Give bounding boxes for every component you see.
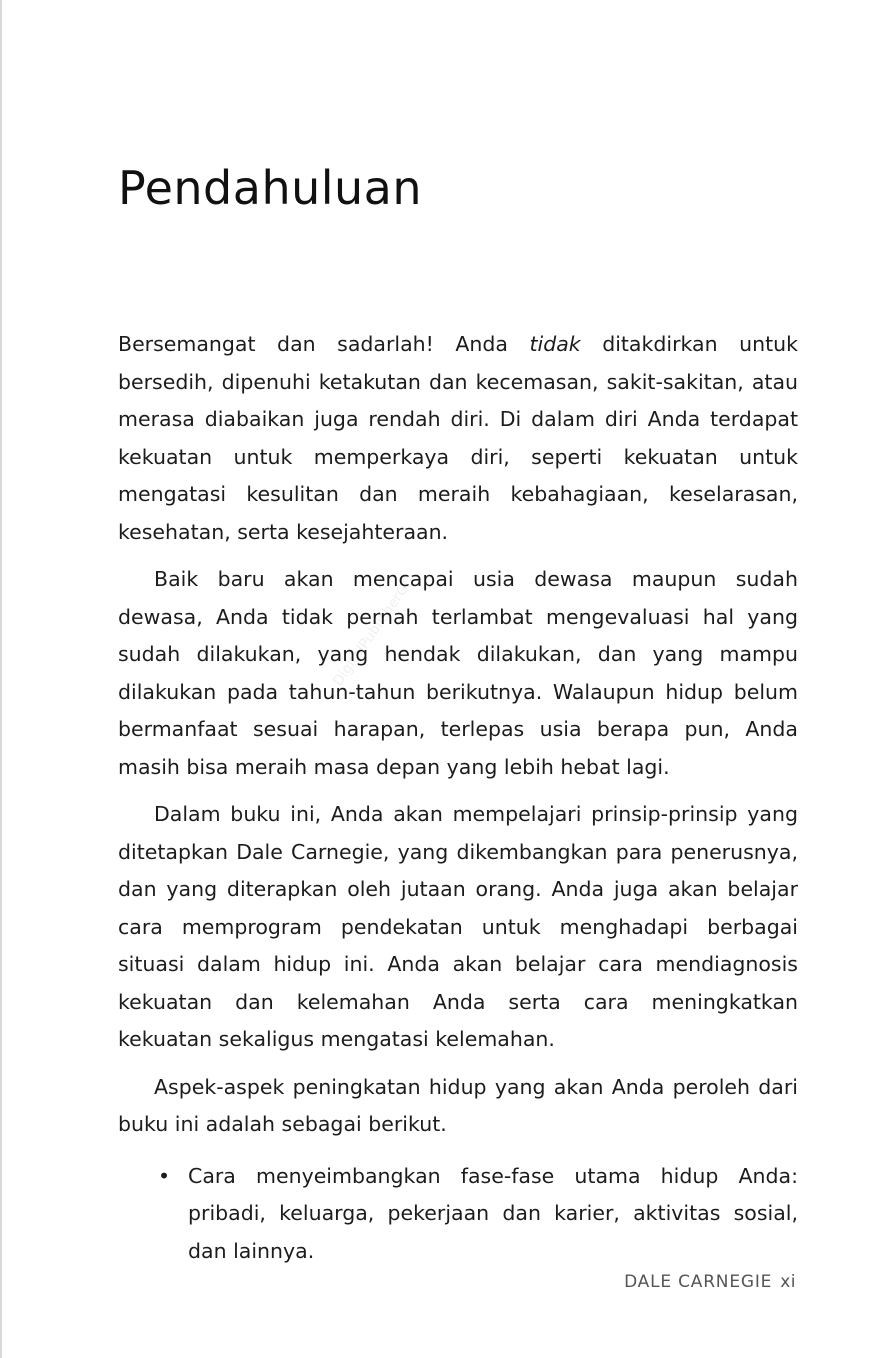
page-number: xi <box>780 1272 796 1292</box>
paragraph-4: Aspek-aspek peningkatan hidup yang akan Anda peroleh dari buku ini adalah sebagai berikut. <box>118 1074 798 1136</box>
page-footer <box>624 1272 796 1292</box>
running-head: DALE CARNEGIE <box>624 1272 773 1292</box>
paragraph-1 <box>118 326 798 551</box>
page-edge <box>0 0 2 1358</box>
body-text <box>118 326 798 1270</box>
bullet-text: Cara menyeimbangkan fase-fase utama hidup Anda: pribadi, keluarga, pekerjaan dan karier, aktivitas sosial, dan lainnya. <box>188 1163 798 1263</box>
bullet-item <box>158 1158 798 1271</box>
bullet-dot-icon: • <box>158 1163 171 1188</box>
paragraph-2: Baik baru akan mencapai usia dewasa maupun sudah dewasa, Anda tidak pernah terlambat mengevaluasi hal yang sudah dilakukan, yang hendak dilakukan, dan yang mampu dilakukan pada tahun-tahun berikutnya. Walaupun hidup belum bermanfaat sesuai harapan, terlepas usia berapa pun, Anda masih bisa meraih masa depan yang lebih hebat lagi. <box>118 567 798 779</box>
paragraph-1-end: ditakdirkan untuk bersedih, dipenuhi ketakutan dan kecemasan, sakit-sakitan, atau merasa diabaikan juga rendah diri. Di dalam diri Anda terdapat kekuatan untuk memperkaya diri, seperti kekuatan untuk mengatasi kesulitan dan meraih kebahagiaan, keselarasan, kesehatan, serta kesejahteraan. <box>118 332 798 544</box>
watermark: DigitalPublisherGC <box>330 573 418 690</box>
paragraph-3: Dalam buku ini, Anda akan mempelajari prinsip-prinsip yang ditetapkan Dale Carnegie, yang dikembangkan para penerusnya, dan yang diterapkan oleh jutaan orang. Anda juga akan belajar cara memprogram pendekatan untuk menghadapi berbagai situasi dalam hidup ini. Anda akan belajar cara mendiagnosis kekuatan dan kelemahan Anda serta cara meningkatkan kekuatan sekaligus mengatasi kelemahan. <box>118 802 798 1051</box>
bullet-list <box>118 1158 798 1271</box>
emphasis-tidak: tidak <box>529 332 581 356</box>
paragraph-1-start: Bersemangat dan sadarlah! Anda <box>118 332 530 356</box>
chapter-title: Pendahuluan <box>118 161 423 215</box>
